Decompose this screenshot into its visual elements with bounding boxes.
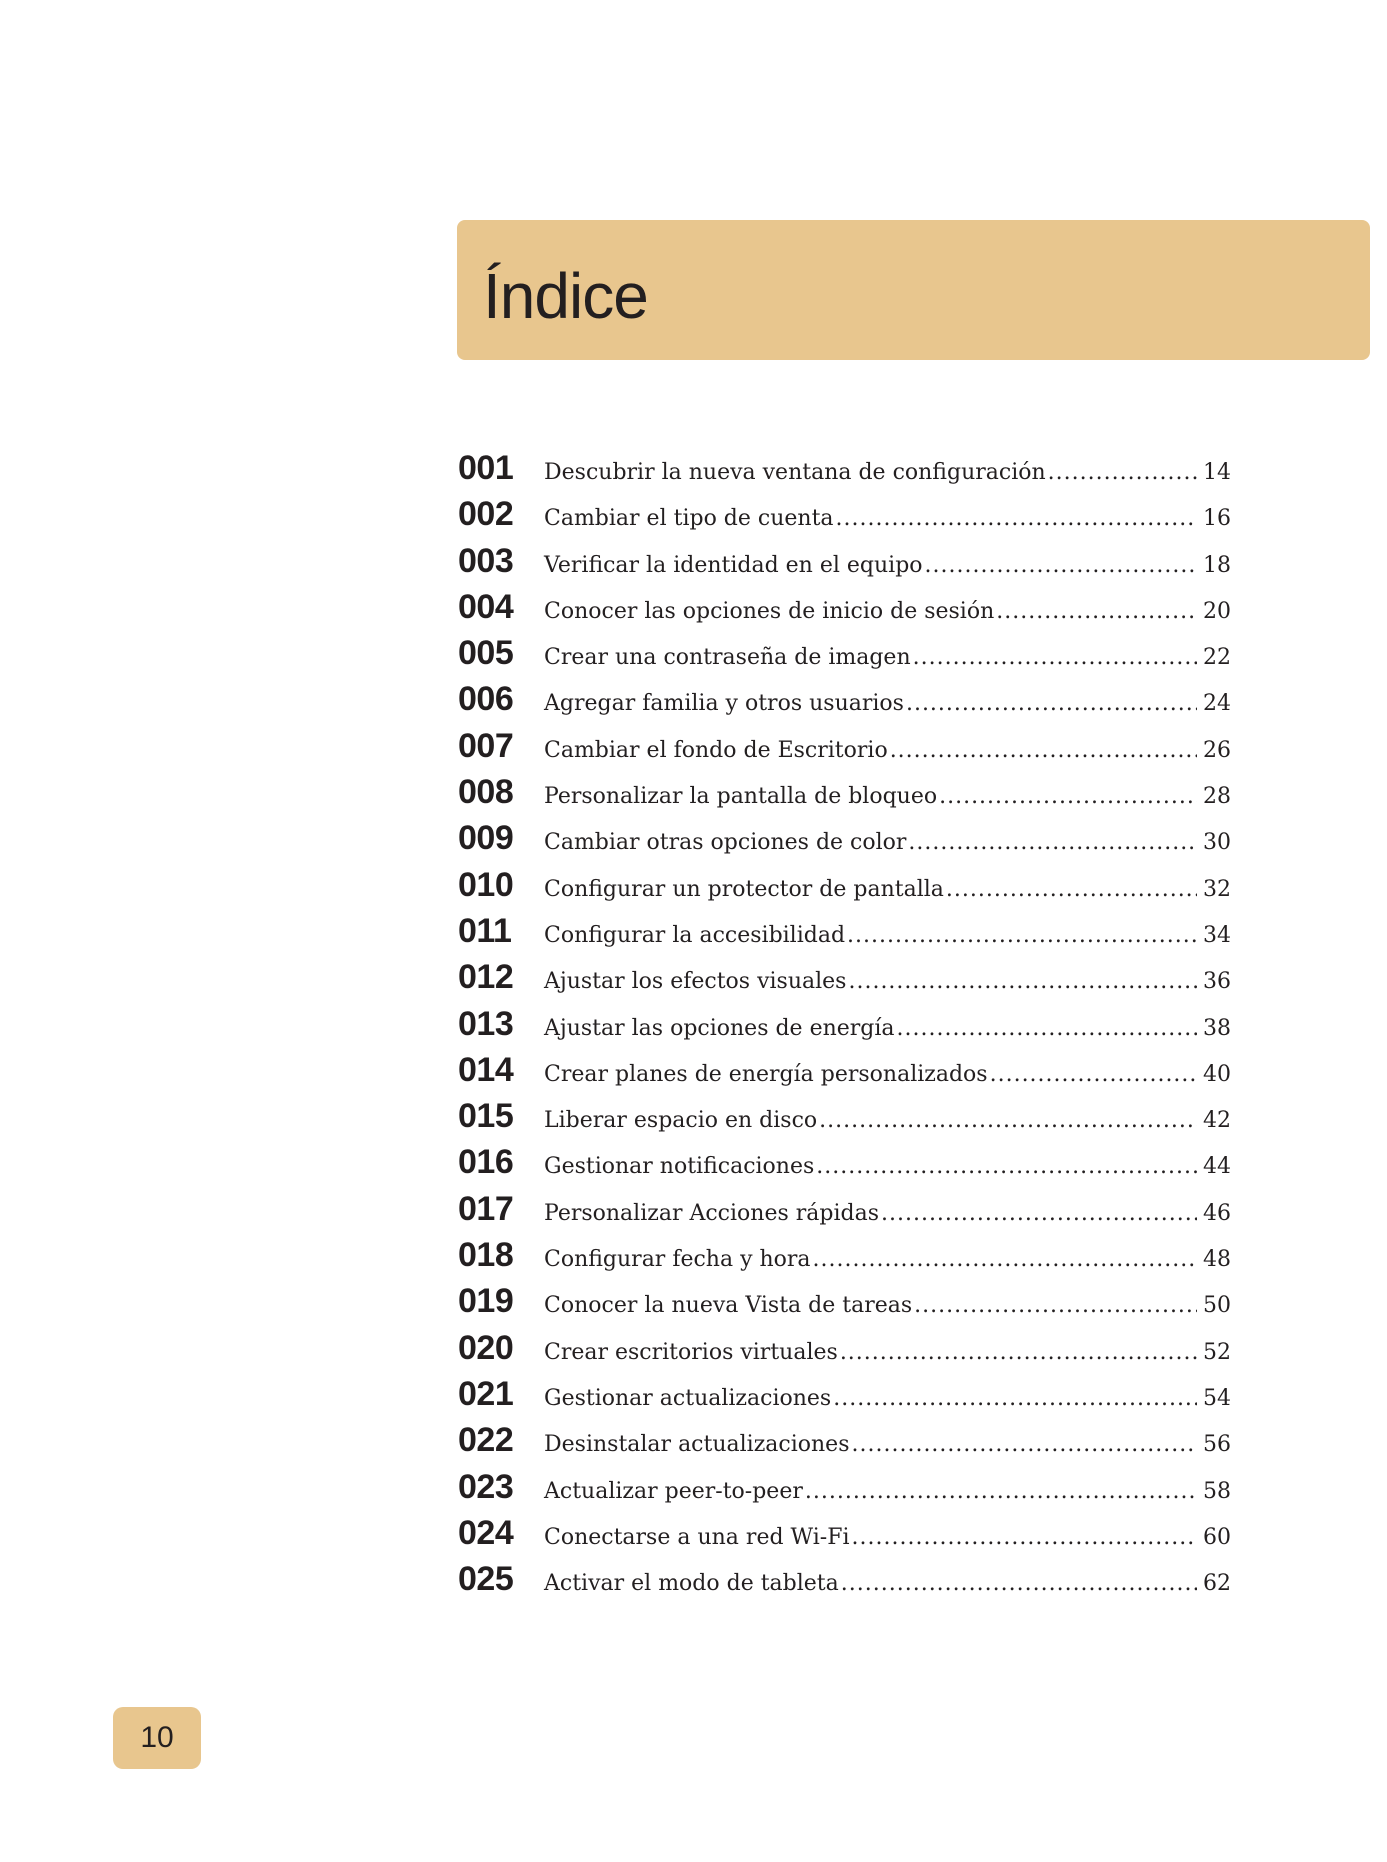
toc-entry-number: 011 (458, 911, 512, 950)
toc-entry-page: 36 (1203, 969, 1231, 995)
toc-entry[interactable] (458, 866, 1231, 912)
toc-entry[interactable] (458, 634, 1231, 680)
toc-entry-number: 019 (458, 1282, 514, 1321)
toc-entry-title: Personalizar la pantalla de bloqueo (544, 784, 938, 810)
toc-entry-number: 002 (458, 495, 514, 534)
dot-leader (990, 1062, 1197, 1087)
toc-entry-number: 006 (458, 680, 514, 719)
toc-entry-page: 20 (1203, 598, 1231, 624)
toc-entry-number: 018 (458, 1236, 514, 1275)
toc-entry-page: 62 (1203, 1571, 1231, 1597)
toc-entry-page: 26 (1203, 737, 1231, 763)
toc-entry-title: Cambiar otras opciones de color (544, 830, 907, 856)
toc-entry-title: Ajustar los efectos visuales (544, 969, 847, 995)
toc-entry[interactable] (458, 1514, 1231, 1560)
toc-entry-page: 38 (1203, 1015, 1231, 1041)
dot-leader (1048, 460, 1197, 485)
toc-entry-page: 30 (1203, 830, 1231, 856)
toc-entry-title: Personalizar Acciones rápidas (544, 1200, 879, 1226)
page-number-badge (113, 1707, 201, 1769)
toc-entry-title: Desinstalar actualizaciones (544, 1432, 850, 1458)
dot-leader (819, 1108, 1197, 1133)
toc-entry-title: Cambiar el tipo de cuenta (544, 506, 834, 532)
toc-entry-number: 003 (458, 541, 514, 580)
toc-entry-title: Conectarse a una red Wi-Fi (544, 1524, 850, 1550)
toc-entry-number: 015 (458, 1097, 514, 1136)
dot-leader (852, 1525, 1197, 1550)
dot-leader (881, 1201, 1197, 1226)
dot-leader (833, 1386, 1197, 1411)
dot-leader (840, 1340, 1197, 1365)
dot-leader (847, 923, 1197, 948)
toc-entry-title: Configurar fecha y hora (544, 1247, 811, 1273)
dot-leader (939, 784, 1197, 809)
toc-entry-title: Actualizar peer-to-peer (544, 1478, 803, 1504)
page-title: Índice (483, 260, 648, 332)
toc-entry[interactable] (458, 495, 1231, 541)
toc-entry-title: Configurar un protector de pantalla (544, 876, 944, 902)
toc-entry-page: 56 (1203, 1432, 1231, 1458)
dot-leader (848, 969, 1197, 994)
toc-entry-number: 021 (458, 1374, 514, 1413)
toc-entry-title: Activar el modo de tableta (544, 1571, 839, 1597)
toc-entry-title: Crear escritorios virtuales (544, 1339, 838, 1365)
toc-entry-title: Cambiar el fondo de Escritorio (544, 737, 888, 763)
toc-entry-page: 18 (1203, 552, 1231, 578)
dot-leader (813, 1247, 1197, 1272)
toc-entry[interactable] (458, 1560, 1231, 1606)
dot-leader (925, 553, 1197, 578)
dot-leader (946, 877, 1197, 902)
toc-entry-title: Conocer la nueva Vista de tareas (544, 1293, 913, 1319)
toc-entry-page: 42 (1203, 1108, 1231, 1134)
toc-entry[interactable] (458, 1005, 1231, 1051)
toc-entry-title: Crear una contraseña de imagen (544, 645, 911, 671)
dot-leader (852, 1432, 1198, 1457)
toc-entry-page: 48 (1203, 1247, 1231, 1273)
toc-entry[interactable] (458, 958, 1231, 1004)
title-band (457, 220, 1370, 360)
dot-leader (897, 1016, 1197, 1041)
toc-entry-page: 50 (1203, 1293, 1231, 1319)
toc-entry-title: Verificar la identidad en el equipo (544, 552, 923, 578)
toc-entry-number: 024 (458, 1513, 514, 1552)
toc-entry-number: 022 (458, 1421, 514, 1460)
dot-leader (816, 1154, 1197, 1179)
toc-entry[interactable] (458, 1190, 1231, 1236)
toc-entry-number: 020 (458, 1328, 514, 1367)
toc-entry-title: Descubrir la nueva ventana de configuración (544, 460, 1046, 485)
toc-entry-page: 32 (1203, 876, 1231, 902)
dot-leader (908, 830, 1197, 855)
toc-entry-title: Gestionar notificaciones (544, 1154, 815, 1180)
toc-entry-page: 22 (1203, 645, 1231, 671)
toc-entry[interactable] (458, 1097, 1231, 1143)
toc-entry-number: 014 (458, 1050, 514, 1089)
toc-entry-page: 44 (1203, 1154, 1231, 1180)
toc-entry-page: 52 (1203, 1339, 1231, 1365)
toc-entry-title: Configurar la accesibilidad (544, 922, 846, 948)
toc-entry[interactable] (458, 773, 1231, 819)
toc-entry-number: 023 (458, 1467, 514, 1506)
dot-leader (914, 1293, 1197, 1318)
toc-entry[interactable] (458, 1421, 1231, 1467)
dot-leader (913, 645, 1197, 670)
toc-entry-page: 58 (1203, 1478, 1231, 1504)
toc-entry[interactable] (458, 588, 1231, 634)
dot-leader (996, 599, 1197, 624)
toc-entry-page: 46 (1203, 1200, 1231, 1226)
toc-entry[interactable] (458, 1282, 1231, 1328)
toc-entry-title: Agregar familia y otros usuarios (544, 691, 904, 717)
toc-entry[interactable] (458, 1143, 1231, 1189)
toc-entry[interactable] (458, 912, 1231, 958)
toc-entry-page: 60 (1203, 1524, 1231, 1550)
toc-entry-number: 004 (458, 587, 514, 626)
toc-entry[interactable] (458, 819, 1231, 865)
toc-entry-page: 34 (1203, 922, 1231, 948)
dot-leader (836, 506, 1197, 531)
toc-entry[interactable] (458, 1051, 1231, 1097)
toc-entry-title: Liberar espacio en disco (544, 1108, 818, 1134)
toc-entry[interactable] (458, 680, 1231, 726)
dot-leader (841, 1571, 1197, 1596)
toc-entry[interactable] (458, 449, 1231, 495)
toc-entry-number: 009 (458, 819, 514, 858)
toc-entry-number: 017 (458, 1189, 514, 1228)
dot-leader (890, 738, 1197, 763)
toc-entry[interactable] (458, 1236, 1231, 1282)
toc-entry-number: 008 (458, 773, 514, 812)
toc-entry-page: 24 (1203, 691, 1231, 717)
toc-entry[interactable] (458, 1468, 1231, 1514)
toc-entry-page: 14 (1203, 460, 1231, 485)
toc-entry[interactable] (458, 542, 1231, 588)
toc-entry-number: 025 (458, 1560, 514, 1599)
toc-entry-number: 012 (458, 958, 514, 997)
toc-entry-number: 013 (458, 1004, 514, 1043)
page-number: 10 (140, 1721, 174, 1754)
dot-leader (805, 1479, 1197, 1504)
toc-entry-page: 40 (1203, 1061, 1231, 1087)
toc-entry-number: 010 (458, 865, 514, 904)
toc-entry[interactable] (458, 1329, 1231, 1375)
toc-entry-page: 54 (1203, 1385, 1231, 1411)
toc-entry[interactable] (458, 727, 1231, 773)
toc-entry-page: 16 (1203, 506, 1231, 532)
table-of-contents (458, 449, 1231, 1606)
dot-leader (906, 691, 1197, 716)
toc-entry-page: 28 (1203, 784, 1231, 810)
toc-entry-number: 001 (458, 449, 514, 487)
toc-entry[interactable] (458, 1375, 1231, 1421)
toc-entry-number: 007 (458, 726, 514, 765)
toc-entry-number: 005 (458, 634, 514, 673)
toc-entry-title: Crear planes de energía personalizados (544, 1061, 988, 1087)
toc-entry-title: Gestionar actualizaciones (544, 1385, 832, 1411)
toc-entry-title: Conocer las opciones de inicio de sesión (544, 598, 995, 624)
toc-entry-number: 016 (458, 1143, 514, 1182)
toc-entry-title: Ajustar las opciones de energía (544, 1015, 895, 1041)
